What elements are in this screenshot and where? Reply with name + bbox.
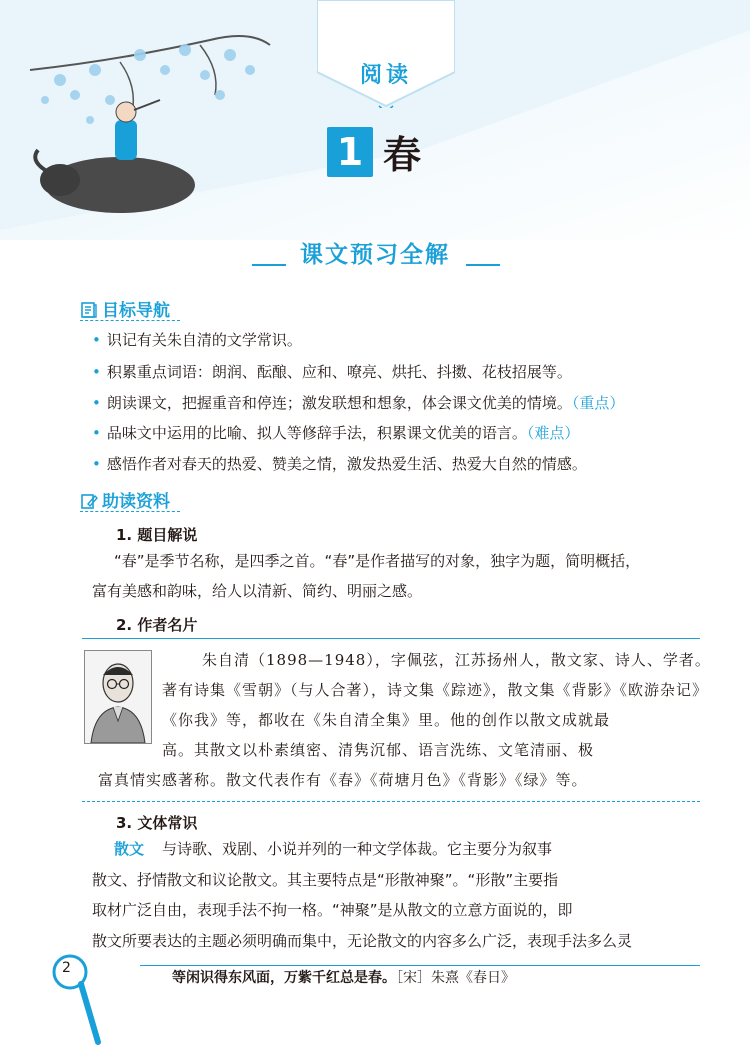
genre-para-line: 取材广泛自由，表现手法不拘一格。“神聚”是从散文的立意方面说的，即	[92, 901, 573, 919]
topic-para-line: 富有美感和韵味，给人以清新、简约、明丽之感。	[92, 582, 423, 600]
author-box-bottom-line	[82, 801, 700, 802]
reading-underline	[80, 511, 180, 513]
author-para-line: 《你我》等，都收在《朱自清全集》里。他的创作以散文成就最	[162, 711, 611, 729]
footer-quote: 等闲识得东风面，万紫千红总是春。［宋］朱熹《春日》	[172, 970, 515, 986]
topic-para-line: “春”是季节名称，是四季之首。“春”是作者描写的对象，独字为题，简明概括，	[114, 552, 641, 570]
goal-item: • 品味文中运用的比喻、拟人等修辞手法，积累课文优美的语言。（难点）	[92, 424, 580, 442]
goal-item: • 积累重点词语：朗润、酝酿、应和、嘹亮、烘托、抖擞、花枝招展等。	[92, 363, 572, 381]
author-portrait	[84, 650, 152, 744]
goals-underline	[80, 320, 180, 322]
author-heading: 2. 作者名片	[116, 616, 198, 634]
goal-item: • 朗读课文，把握重音和停连；激发联想和想象，体会课文优美的情境。（重点）	[92, 394, 625, 412]
genre-para-line: 散文 与诗歌、戏剧、小说并列的一种文学体裁。它主要分为叙事	[114, 840, 553, 858]
magnifier-icon	[48, 950, 108, 1045]
author-para-line: 富真情实感著称。散文代表作有《春》《荷塘月色》《背影》《绿》等。	[98, 771, 588, 789]
author-para-line: 高。其散文以朴素缜密、清隽沉郁、语言洗练、文笔清丽、极	[162, 741, 595, 759]
lesson-title: 春	[383, 132, 422, 177]
genre-term: 散文	[114, 840, 145, 858]
author-para-line: 著有诗集《雪朝》（与人合著），诗文集《踪迹》，散文集《背影》《欧游杂记》	[162, 681, 709, 699]
footer-line	[140, 965, 700, 966]
page-number: 2	[62, 960, 71, 976]
genre-para-line: 散文所要表达的主题必须明确而集中，无论散文的内容多么广泛，表现手法多么灵	[92, 932, 633, 950]
topic-heading: 1. 题目解说	[116, 526, 198, 544]
main-heading: 课文预习全解	[300, 242, 450, 268]
goal-item: • 识记有关朱自清的文学常识。	[92, 331, 302, 349]
goal-item: • 感悟作者对春天的热爱、赞美之情，激发热爱生活、热爱大自然的情感。	[92, 455, 587, 473]
quote-source: ［宋］朱熹《春日》	[396, 970, 515, 986]
heading-line-right	[466, 264, 500, 266]
section-badge	[317, 0, 455, 108]
genre-para-line: 散文、抒情散文和议论散文。其主要特点是“形散神聚”。“形散”主要指	[92, 871, 559, 889]
author-box-top-line	[82, 638, 700, 639]
goals-title: 目标导航	[102, 301, 170, 321]
lesson-number: 1	[327, 127, 373, 177]
author-para-line: 朱自清（1898—1948），字佩弦，江苏扬州人，散文家、诗人、学者。	[202, 651, 711, 669]
section-label: 阅读	[359, 63, 412, 88]
genre-heading: 3. 文体常识	[116, 814, 198, 832]
reading-title: 助读资料	[102, 492, 170, 512]
